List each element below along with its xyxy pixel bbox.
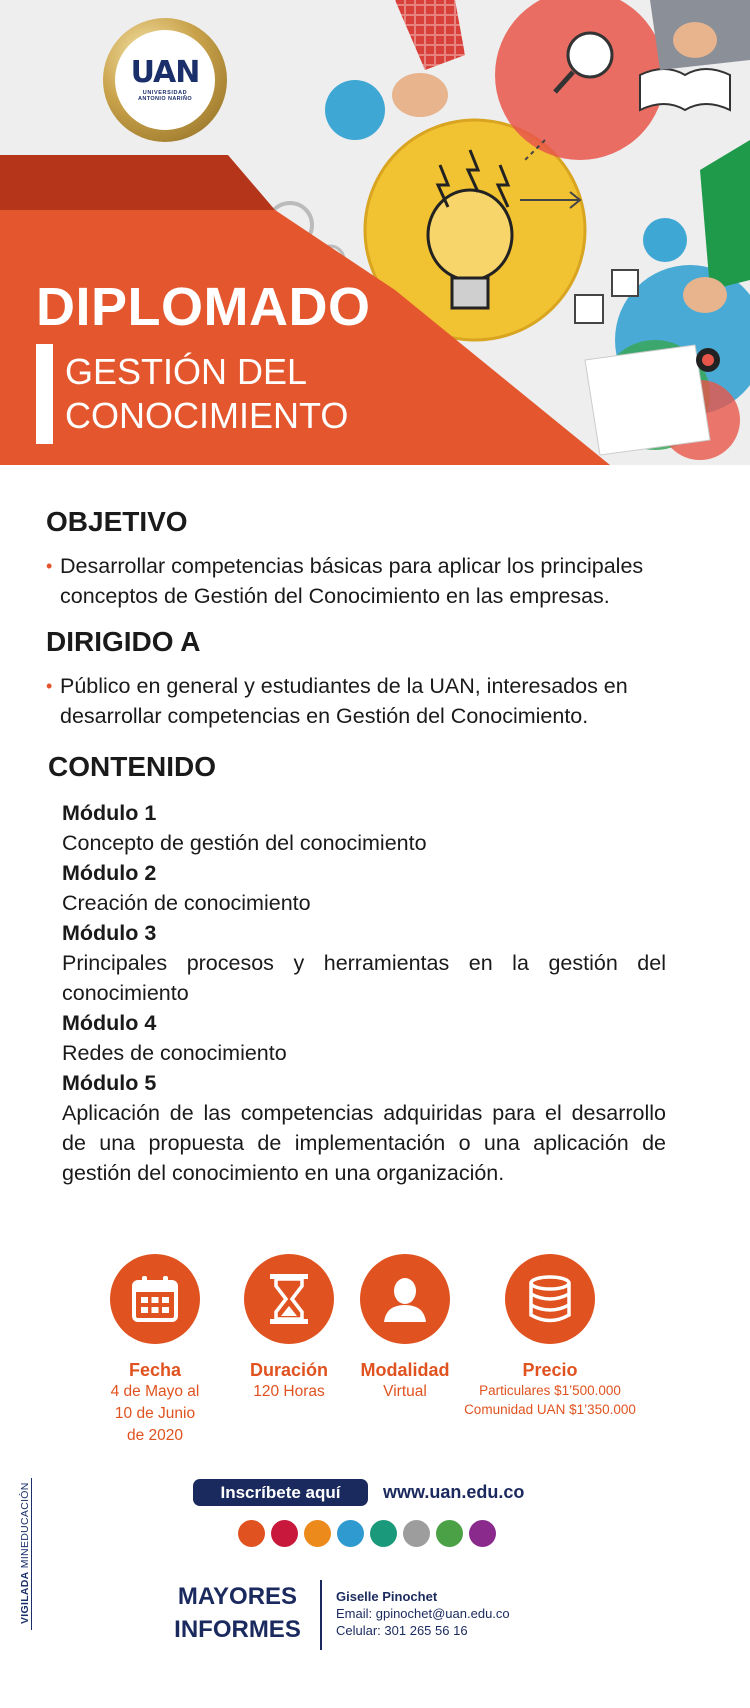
- module-description: Aplicación de las competencias adquiridas para el desarrollo de una propuesta de implementación o una aplicación de gestión del conocimiento en una organización.: [62, 1101, 666, 1185]
- dirigido-text: Público en general y estudiantes de la UAN, interesados en desarrollar competencias en Gestión del Conocimiento.: [60, 674, 628, 728]
- module-description: Redes de conocimiento: [62, 1041, 287, 1065]
- module-description: Principales procesos y herramientas en la gestión del conocimiento: [62, 951, 666, 1005]
- uan-logo-inner: [115, 30, 215, 130]
- contact-info: [336, 1588, 510, 1639]
- dirigido-item: [46, 671, 706, 731]
- info-duracion: [234, 1254, 344, 1403]
- color-dot: [436, 1520, 463, 1547]
- logo-line2: ANTONIO NARIÑO: [137, 96, 193, 102]
- subtitle-line1: GESTIÓN DEL: [65, 351, 308, 392]
- uan-logo[interactable]: [103, 18, 227, 142]
- module-heading: Módulo 5: [62, 1071, 157, 1095]
- contact-email[interactable]: Email: gpinochet@uan.edu.co: [336, 1606, 510, 1621]
- page-subtitle: [65, 350, 348, 438]
- module-heading: Módulo 3: [62, 921, 157, 945]
- contenido-heading: CONTENIDO: [48, 751, 216, 782]
- contact-phone[interactable]: Celular: 301 265 56 16: [336, 1623, 468, 1638]
- module-heading: Módulo 1: [62, 801, 157, 825]
- color-dot: [370, 1520, 397, 1547]
- vigilada-rest: MINEDUCACIÓN: [19, 1482, 31, 1572]
- modalidad-value: Virtual: [383, 1383, 427, 1400]
- hourglass-icon: [244, 1254, 334, 1344]
- objetivo-heading: OBJETIVO: [46, 506, 188, 537]
- module-heading: Módulo 2: [62, 861, 157, 885]
- contact-divider: [320, 1580, 322, 1650]
- mayores-line2: INFORMES: [174, 1616, 301, 1643]
- bullet-dot-icon: •: [46, 676, 53, 696]
- precio-particulares: Particulares $1’500.000: [479, 1383, 621, 1398]
- calendar-icon: [110, 1254, 200, 1344]
- website-link[interactable]: www.uan.edu.co: [383, 1482, 525, 1502]
- mayores-line1: MAYORES: [177, 1583, 298, 1610]
- duracion-label: Duración: [249, 1360, 328, 1380]
- bullet-dot-icon: •: [46, 556, 53, 576]
- precio-comunidad: Comunidad UAN $1’350.000: [464, 1402, 636, 1417]
- vigilada-mineducacion: [10, 1478, 32, 1630]
- dirigido-heading: DIRIGIDO A: [46, 626, 201, 657]
- coins-icon: [505, 1254, 595, 1344]
- contact-name: Giselle Pinochet: [336, 1589, 438, 1604]
- person-icon: [360, 1254, 450, 1344]
- info-precio: [455, 1254, 645, 1419]
- color-dot: [304, 1520, 331, 1547]
- module-heading: Módulo 4: [62, 1011, 157, 1035]
- hero-banner: [0, 0, 750, 465]
- fecha-label: Fecha: [128, 1360, 182, 1380]
- duracion-value: 120 Horas: [253, 1383, 325, 1400]
- fecha-line3: de 2020: [126, 1427, 184, 1444]
- module-description: Concepto de gestión del conocimiento: [62, 831, 427, 855]
- info-modalidad: [355, 1254, 455, 1403]
- objetivo-item: [46, 551, 706, 611]
- objetivo-text: Desarrollar competencias básicas para aplicar los principales conceptos de Gestión del Conocimiento en las empresas.: [60, 554, 644, 608]
- color-dot: [238, 1520, 265, 1547]
- mayores-informes: [170, 1580, 305, 1646]
- vigilada-bold: VIGILADA: [19, 1571, 31, 1624]
- fecha-line2: 10 de Junio: [114, 1405, 196, 1422]
- page-title: DIPLOMADO: [36, 277, 371, 337]
- precio-label: Precio: [522, 1360, 578, 1380]
- logo-line1: UNIVERSIDAD: [142, 90, 188, 96]
- color-dot: [403, 1520, 430, 1547]
- modules-list: [62, 798, 666, 1188]
- subtitle-line2: CONOCIMIENTO: [65, 395, 349, 436]
- vigilada-text: [19, 1474, 31, 1624]
- modalidad-label: Modalidad: [360, 1360, 450, 1380]
- logo-wordmark: UAN: [130, 55, 200, 90]
- title-accent-bar: [36, 344, 53, 444]
- color-dots: [238, 1520, 496, 1547]
- color-dot: [271, 1520, 298, 1547]
- module-description: Creación de conocimiento: [62, 891, 311, 915]
- color-dot: [337, 1520, 364, 1547]
- color-dot: [469, 1520, 496, 1547]
- info-fecha: [100, 1254, 210, 1447]
- inscribete-button[interactable]: Inscríbete aquí: [193, 1479, 368, 1506]
- fecha-line1: 4 de Mayo al: [110, 1383, 200, 1400]
